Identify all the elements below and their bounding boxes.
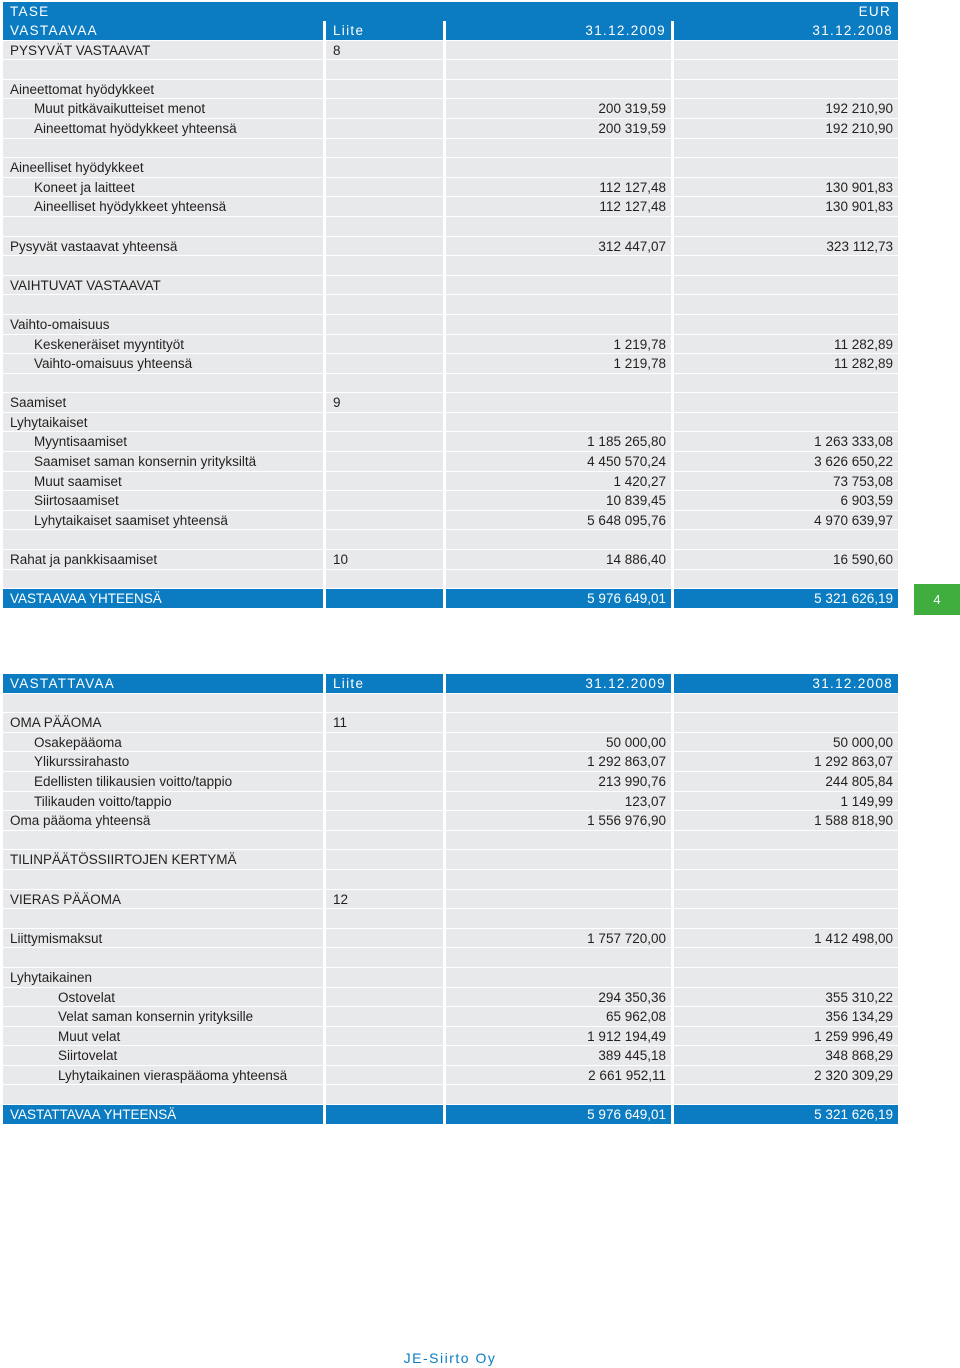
value-2008-cell xyxy=(674,870,898,889)
table-header-row xyxy=(3,21,898,41)
value-2008-cell xyxy=(674,948,898,967)
page-number-tab: 4 xyxy=(914,584,960,615)
value-2009-cell: 294 350,36 xyxy=(446,988,671,1007)
description-cell xyxy=(3,295,323,314)
value-2008-cell: 192 210,90 xyxy=(674,99,898,118)
description-cell: Siirtosaamiset xyxy=(3,491,323,510)
value-2008-cell: 16 590,60 xyxy=(674,550,898,569)
note-cell xyxy=(326,792,443,811)
value-2009-cell: 200 319,59 xyxy=(446,119,671,138)
value-2008-cell: 31.12.2008 xyxy=(674,21,898,40)
note-cell xyxy=(326,1105,443,1124)
value-2008-cell: 4 970 639,97 xyxy=(674,511,898,530)
value-2008-cell: 3 626 650,22 xyxy=(674,452,898,471)
description-cell: Lyhytaikainen xyxy=(3,968,323,987)
note-cell xyxy=(326,1085,443,1104)
value-2009-cell: 5 976 649,01 xyxy=(446,589,671,608)
note-cell xyxy=(326,530,443,549)
note-cell xyxy=(326,850,443,869)
value-2008-cell: 1 588 818,90 xyxy=(674,811,898,830)
note-cell xyxy=(326,374,443,393)
value-2008-cell: 1 149,99 xyxy=(674,792,898,811)
value-2008-cell: 11 282,89 xyxy=(674,354,898,373)
description-cell: VASTAAVAA YHTEENSÄ xyxy=(3,589,323,608)
note-cell xyxy=(326,413,443,432)
description-cell: OMA PÄÄOMA xyxy=(3,713,323,732)
note-cell xyxy=(326,80,443,99)
description-cell: Vaihto-omaisuus xyxy=(3,315,323,334)
table-row xyxy=(3,948,898,968)
table-row xyxy=(3,158,898,178)
value-2008-cell xyxy=(674,530,898,549)
value-2009-cell: 1 219,78 xyxy=(446,335,671,354)
description-cell: Ostovelat xyxy=(3,988,323,1007)
table-row xyxy=(3,60,898,80)
value-2009-cell xyxy=(446,295,671,314)
table-row xyxy=(3,752,898,772)
value-2008-cell xyxy=(674,315,898,334)
value-2009-cell: 389 445,18 xyxy=(446,1046,671,1065)
value-2009-cell: 50 000,00 xyxy=(446,733,671,752)
note-cell xyxy=(326,1066,443,1085)
description-cell: Aineettomat hyödykkeet yhteensä xyxy=(3,119,323,138)
description-cell xyxy=(3,217,323,236)
table-row xyxy=(3,335,898,355)
description-cell: Saamiset saman konsernin yrityksiltä xyxy=(3,452,323,471)
value-2009-cell xyxy=(446,570,671,589)
note-cell xyxy=(326,909,443,928)
value-2008-cell xyxy=(674,217,898,236)
value-2008-cell: 348 868,29 xyxy=(674,1046,898,1065)
description-cell xyxy=(3,374,323,393)
value-2009-cell xyxy=(446,217,671,236)
table-row xyxy=(3,713,898,733)
value-2009-cell: 1 556 976,90 xyxy=(446,811,671,830)
description-cell: Ylikurssirahasto xyxy=(3,752,323,771)
table-row xyxy=(3,374,898,394)
description-cell: Aineelliset hyödykkeet yhteensä xyxy=(3,197,323,216)
note-cell xyxy=(326,139,443,158)
description-cell xyxy=(3,694,323,713)
table-row xyxy=(3,831,898,851)
note-cell xyxy=(326,968,443,987)
note-cell xyxy=(326,217,443,236)
value-2009-cell: 112 127,48 xyxy=(446,197,671,216)
value-2008-cell: 6 903,59 xyxy=(674,491,898,510)
value-2009-cell: 10 839,45 xyxy=(446,491,671,510)
value-2009-cell xyxy=(446,139,671,158)
description-cell: VASTAAVAA xyxy=(3,21,323,40)
value-2009-cell xyxy=(446,60,671,79)
description-cell xyxy=(3,909,323,928)
value-2009-cell xyxy=(446,276,671,295)
table-row xyxy=(3,550,898,570)
description-cell: Vaihto-omaisuus yhteensä xyxy=(3,354,323,373)
value-2009-cell xyxy=(446,948,671,967)
value-2009-cell: 1 219,78 xyxy=(446,354,671,373)
value-2008-cell xyxy=(674,1085,898,1104)
value-2008-cell xyxy=(674,890,898,909)
value-2008-cell xyxy=(674,393,898,412)
table-row xyxy=(3,1085,898,1105)
table-row xyxy=(3,530,898,550)
note-cell xyxy=(326,335,443,354)
value-2009-cell xyxy=(446,831,671,850)
description-cell: Liittymismaksut xyxy=(3,929,323,948)
table-row xyxy=(3,1046,898,1066)
value-2009-cell: 31.12.2009 xyxy=(446,21,671,40)
value-2009-cell: 112 127,48 xyxy=(446,178,671,197)
document-title: TASE xyxy=(10,4,50,19)
value-2009-cell xyxy=(446,41,671,60)
description-cell: PYSYVÄT VASTAAVAT xyxy=(3,41,323,60)
table-row xyxy=(3,968,898,988)
value-2008-cell xyxy=(674,968,898,987)
note-cell xyxy=(326,276,443,295)
table-row xyxy=(3,733,898,753)
value-2008-cell xyxy=(674,909,898,928)
value-2009-cell xyxy=(446,694,671,713)
note-cell xyxy=(326,178,443,197)
value-2008-cell: 50 000,00 xyxy=(674,733,898,752)
description-cell: Muut velat xyxy=(3,1027,323,1046)
description-cell: Muut saamiset xyxy=(3,472,323,491)
note-cell xyxy=(326,752,443,771)
table-row xyxy=(3,256,898,276)
value-2008-cell xyxy=(674,694,898,713)
table-row xyxy=(3,413,898,433)
table-row xyxy=(3,432,898,452)
note-cell xyxy=(326,929,443,948)
note-cell xyxy=(326,60,443,79)
value-2009-cell: 5 648 095,76 xyxy=(446,511,671,530)
table-row xyxy=(3,570,898,590)
table-row xyxy=(3,276,898,296)
description-cell: Muut pitkävaikutteiset menot xyxy=(3,99,323,118)
value-2009-cell xyxy=(446,713,671,732)
note-cell xyxy=(326,772,443,791)
table-row xyxy=(3,1007,898,1027)
description-cell xyxy=(3,60,323,79)
description-cell: Osakepääoma xyxy=(3,733,323,752)
table-row xyxy=(3,511,898,531)
table-row xyxy=(3,491,898,511)
assets-table xyxy=(3,21,898,609)
value-2008-cell xyxy=(674,80,898,99)
value-2009-cell xyxy=(446,890,671,909)
note-cell: 8 xyxy=(326,41,443,60)
description-cell xyxy=(3,570,323,589)
description-cell: VAIHTUVAT VASTAAVAT xyxy=(3,276,323,295)
description-cell: Lyhytaikainen vieraspääoma yhteensä xyxy=(3,1066,323,1085)
value-2009-cell xyxy=(446,530,671,549)
value-2008-cell xyxy=(674,158,898,177)
note-cell xyxy=(326,988,443,1007)
value-2008-cell xyxy=(674,256,898,275)
note-cell xyxy=(326,119,443,138)
value-2009-cell xyxy=(446,158,671,177)
value-2008-cell: 5 321 626,19 xyxy=(674,1105,898,1124)
value-2009-cell: 123,07 xyxy=(446,792,671,811)
table-row xyxy=(3,988,898,1008)
table-row xyxy=(3,393,898,413)
value-2008-cell xyxy=(674,374,898,393)
table-row xyxy=(3,295,898,315)
table-row xyxy=(3,452,898,472)
note-cell: 11 xyxy=(326,713,443,732)
table-row xyxy=(3,237,898,257)
value-2008-cell: 1 259 996,49 xyxy=(674,1027,898,1046)
note-cell: 10 xyxy=(326,550,443,569)
note-cell xyxy=(326,99,443,118)
note-cell xyxy=(326,831,443,850)
description-cell xyxy=(3,948,323,967)
value-2008-cell xyxy=(674,713,898,732)
note-cell xyxy=(326,511,443,530)
description-cell xyxy=(3,831,323,850)
description-cell: Aineelliset hyödykkeet xyxy=(3,158,323,177)
table-row xyxy=(3,178,898,198)
value-2009-cell: 1 757 720,00 xyxy=(446,929,671,948)
value-2008-cell: 244 805,84 xyxy=(674,772,898,791)
description-cell: Myyntisaamiset xyxy=(3,432,323,451)
table-row xyxy=(3,870,898,890)
note-cell: 12 xyxy=(326,890,443,909)
note-cell xyxy=(326,589,443,608)
value-2008-cell xyxy=(674,413,898,432)
note-cell xyxy=(326,354,443,373)
note-cell: 9 xyxy=(326,393,443,412)
description-cell xyxy=(3,870,323,889)
table-row xyxy=(3,197,898,217)
description-cell: TILINPÄÄTÖSSIIRTOJEN KERTYMÄ xyxy=(3,850,323,869)
value-2008-cell xyxy=(674,570,898,589)
note-cell xyxy=(326,237,443,256)
value-2009-cell: 1 420,27 xyxy=(446,472,671,491)
value-2008-cell xyxy=(674,41,898,60)
value-2008-cell: 323 112,73 xyxy=(674,237,898,256)
note-cell xyxy=(326,158,443,177)
note-cell xyxy=(326,452,443,471)
description-cell: Pysyvät vastaavat yhteensä xyxy=(3,237,323,256)
value-2008-cell: 356 134,29 xyxy=(674,1007,898,1026)
table-row xyxy=(3,909,898,929)
table-row xyxy=(3,850,898,870)
value-2009-cell xyxy=(446,968,671,987)
value-2008-cell xyxy=(674,831,898,850)
description-cell: Lyhytaikaiset saamiset yhteensä xyxy=(3,511,323,530)
description-cell: Keskeneräiset myyntityöt xyxy=(3,335,323,354)
description-cell: Lyhytaikaiset xyxy=(3,413,323,432)
description-cell: Aineettomat hyödykkeet xyxy=(3,80,323,99)
description-cell: Tilikauden voitto/tappio xyxy=(3,792,323,811)
value-2009-cell xyxy=(446,315,671,334)
value-2008-cell: 31.12.2008 xyxy=(674,674,898,693)
value-2008-cell: 1 292 863,07 xyxy=(674,752,898,771)
value-2009-cell xyxy=(446,1085,671,1104)
description-cell: VASTATTAVAA YHTEENSÄ xyxy=(3,1105,323,1124)
value-2008-cell xyxy=(674,850,898,869)
liabilities-table xyxy=(3,674,898,1125)
value-2008-cell xyxy=(674,276,898,295)
note-cell xyxy=(326,1046,443,1065)
top-header-band xyxy=(3,2,898,21)
table-header-row xyxy=(3,674,898,694)
company-footer: JE-Siirto Oy xyxy=(403,1350,497,1366)
value-2009-cell xyxy=(446,909,671,928)
value-2009-cell xyxy=(446,80,671,99)
value-2008-cell: 355 310,22 xyxy=(674,988,898,1007)
table-row xyxy=(3,1066,898,1086)
value-2009-cell: 312 447,07 xyxy=(446,237,671,256)
note-cell xyxy=(326,491,443,510)
note-cell xyxy=(326,1027,443,1046)
note-cell xyxy=(326,432,443,451)
value-2009-cell xyxy=(446,393,671,412)
value-2009-cell: 2 661 952,11 xyxy=(446,1066,671,1085)
value-2008-cell: 1 263 333,08 xyxy=(674,432,898,451)
note-cell xyxy=(326,694,443,713)
total-row xyxy=(3,1105,898,1125)
value-2009-cell xyxy=(446,870,671,889)
value-2008-cell: 5 321 626,19 xyxy=(674,589,898,608)
value-2009-cell: 200 319,59 xyxy=(446,99,671,118)
table-row xyxy=(3,41,898,61)
value-2009-cell xyxy=(446,256,671,275)
note-cell xyxy=(326,570,443,589)
value-2008-cell xyxy=(674,139,898,158)
table-row xyxy=(3,139,898,159)
note-cell xyxy=(326,1007,443,1026)
note-cell xyxy=(326,472,443,491)
description-cell: Koneet ja laitteet xyxy=(3,178,323,197)
value-2009-cell: 213 990,76 xyxy=(446,772,671,791)
value-2009-cell xyxy=(446,374,671,393)
note-cell xyxy=(326,870,443,889)
table-row xyxy=(3,99,898,119)
description-cell xyxy=(3,256,323,275)
note-cell xyxy=(326,197,443,216)
description-cell xyxy=(3,139,323,158)
table-row xyxy=(3,1027,898,1047)
description-cell: Edellisten tilikausien voitto/tappio xyxy=(3,772,323,791)
value-2008-cell: 192 210,90 xyxy=(674,119,898,138)
value-2009-cell: 65 962,08 xyxy=(446,1007,671,1026)
table-row xyxy=(3,472,898,492)
table-row xyxy=(3,929,898,949)
description-cell: Oma pääoma yhteensä xyxy=(3,811,323,830)
value-2009-cell: 4 450 570,24 xyxy=(446,452,671,471)
table-row xyxy=(3,80,898,100)
note-cell xyxy=(326,948,443,967)
value-2009-cell: 5 976 649,01 xyxy=(446,1105,671,1124)
value-2009-cell: 1 292 863,07 xyxy=(446,752,671,771)
table-row xyxy=(3,119,898,139)
currency-label: EUR xyxy=(858,4,891,19)
value-2008-cell: 130 901,83 xyxy=(674,178,898,197)
note-cell xyxy=(326,811,443,830)
value-2008-cell: 11 282,89 xyxy=(674,335,898,354)
description-cell: Saamiset xyxy=(3,393,323,412)
note-cell xyxy=(326,315,443,334)
table-row xyxy=(3,772,898,792)
table-row xyxy=(3,217,898,237)
description-cell: Rahat ja pankkisaamiset xyxy=(3,550,323,569)
value-2009-cell: 31.12.2009 xyxy=(446,674,671,693)
note-cell xyxy=(326,733,443,752)
value-2009-cell: 1 185 265,80 xyxy=(446,432,671,451)
description-cell: Siirtovelat xyxy=(3,1046,323,1065)
table-row xyxy=(3,315,898,335)
value-2009-cell: 14 886,40 xyxy=(446,550,671,569)
description-cell: Velat saman konsernin yrityksille xyxy=(3,1007,323,1026)
note-cell xyxy=(326,256,443,275)
description-cell: VIERAS PÄÄOMA xyxy=(3,890,323,909)
note-cell xyxy=(326,295,443,314)
note-cell: Liite xyxy=(326,674,443,693)
value-2008-cell xyxy=(674,295,898,314)
table-row xyxy=(3,811,898,831)
value-2009-cell xyxy=(446,413,671,432)
table-row xyxy=(3,890,898,910)
description-cell: VASTATTAVAA xyxy=(3,674,323,693)
table-row xyxy=(3,792,898,812)
note-cell: Liite xyxy=(326,21,443,40)
value-2008-cell: 130 901,83 xyxy=(674,197,898,216)
value-2008-cell xyxy=(674,60,898,79)
value-2009-cell: 1 912 194,49 xyxy=(446,1027,671,1046)
value-2008-cell: 73 753,08 xyxy=(674,472,898,491)
value-2008-cell: 1 412 498,00 xyxy=(674,929,898,948)
description-cell xyxy=(3,530,323,549)
value-2009-cell xyxy=(446,850,671,869)
total-row xyxy=(3,589,898,609)
table-row xyxy=(3,694,898,714)
table-row xyxy=(3,354,898,374)
description-cell xyxy=(3,1085,323,1104)
value-2008-cell: 2 320 309,29 xyxy=(674,1066,898,1085)
